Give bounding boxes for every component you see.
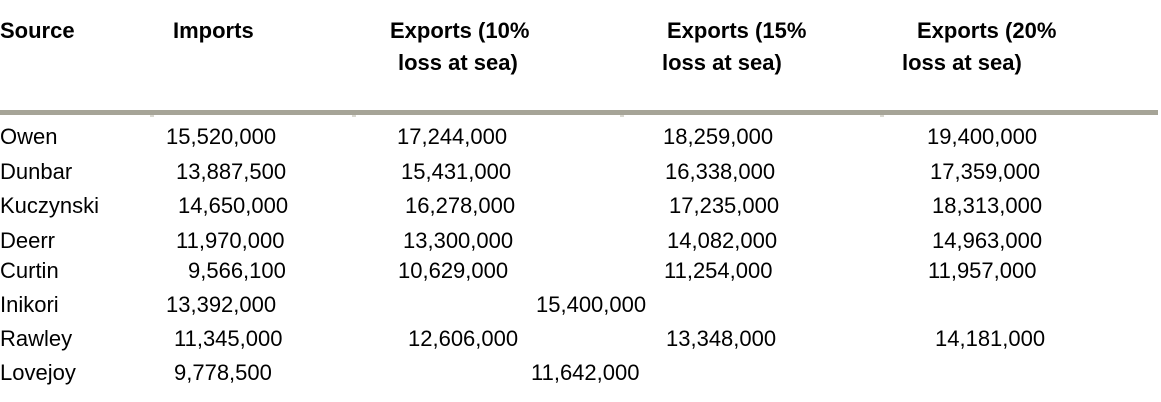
cell-exports-20: 18,313,000	[932, 193, 1043, 218]
cell-exports-merged: 11,642,000	[531, 360, 640, 385]
cell-exports-15: 14,082,000	[667, 228, 778, 253]
cell-source: Kuczynski	[0, 193, 100, 218]
header-rule	[0, 110, 1158, 115]
rule-gap	[880, 115, 884, 117]
header-exports-20-sub: loss at sea)	[902, 50, 1022, 75]
cell-exports-10: 13,300,000	[403, 228, 514, 253]
rule-gap	[352, 115, 356, 117]
cell-exports-15: 17,235,000	[669, 193, 780, 218]
cell-imports: 9,778,500	[174, 360, 272, 385]
cell-exports-15: 16,338,000	[665, 159, 776, 184]
header-exports-10: Exports (10%	[390, 18, 530, 43]
cell-source: Dunbar	[0, 159, 73, 184]
rule-gap	[620, 115, 624, 117]
header-exports-20: Exports (20%	[917, 18, 1057, 43]
cell-exports-10: 15,431,000	[401, 159, 512, 184]
cell-source: Owen	[0, 124, 58, 149]
cell-exports-15: 13,348,000	[666, 326, 777, 351]
cell-source: Deerr	[0, 228, 56, 253]
header-exports-10-sub: loss at sea)	[398, 50, 518, 75]
cell-imports: 11,970,000	[176, 228, 285, 253]
cell-imports: 13,887,500	[176, 159, 287, 184]
cell-exports-10: 12,606,000	[408, 326, 519, 351]
cell-source: Curtin	[0, 258, 59, 283]
header-source: Source	[0, 18, 75, 43]
rule-gap	[150, 115, 154, 117]
header-exports-15-sub: loss at sea)	[662, 50, 782, 75]
cell-exports-15: 11,254,000	[664, 258, 773, 283]
cell-imports: 15,520,000	[166, 124, 277, 149]
cell-source: Lovejoy	[0, 360, 76, 385]
cell-imports: 13,392,000	[166, 292, 277, 317]
cell-exports-20: 11,957,000	[928, 258, 1037, 283]
cell-exports-20: 14,963,000	[932, 228, 1043, 253]
cell-exports-merged: 15,400,000	[536, 292, 647, 317]
cell-exports-10: 17,244,000	[397, 124, 508, 149]
cell-exports-20: 19,400,000	[927, 124, 1038, 149]
cell-exports-10: 16,278,000	[405, 193, 516, 218]
cell-imports: 11,345,000	[174, 326, 283, 351]
cell-exports-15: 18,259,000	[663, 124, 774, 149]
cell-source: Rawley	[0, 326, 73, 351]
header-imports: Imports	[173, 18, 254, 43]
cell-imports: 9,566,100	[188, 258, 286, 283]
cell-source: Inikori	[0, 292, 59, 317]
header-exports-15: Exports (15%	[667, 18, 807, 43]
cell-exports-20: 14,181,000	[935, 326, 1046, 351]
cell-exports-10: 10,629,000	[398, 258, 509, 283]
cell-imports: 14,650,000	[178, 193, 289, 218]
cell-exports-20: 17,359,000	[930, 159, 1041, 184]
